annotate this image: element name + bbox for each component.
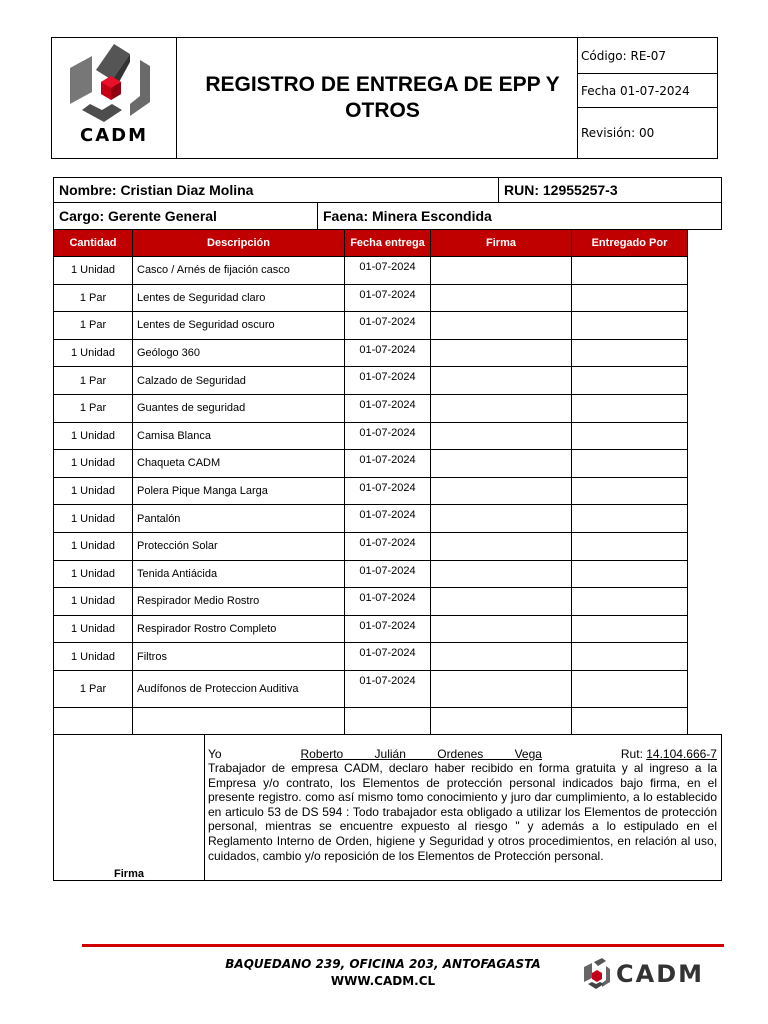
cell-fecha: 01-07-2024	[345, 367, 431, 395]
cell-cantidad: 1 Par	[54, 284, 133, 312]
declaration-text	[204, 747, 719, 863]
cell-firma[interactable]	[431, 477, 572, 505]
cell-firma[interactable]	[431, 643, 572, 671]
cell-descripcion[interactable]	[133, 707, 345, 734]
document-revision: Revisión: 00	[581, 126, 655, 140]
cell-entregado-por[interactable]	[572, 505, 688, 533]
table-row	[54, 643, 688, 671]
col-header-cantidad: Cantidad	[54, 230, 133, 257]
declaration-rut: 14.104.666-7	[646, 747, 717, 761]
footer-logo	[580, 958, 730, 992]
cell-descripcion: Camisa Blanca	[133, 422, 345, 450]
cell-cantidad: 1 Unidad	[54, 477, 133, 505]
declaration-rut-label: Rut:	[620, 747, 643, 761]
cell-cantidad: 1 Unidad	[54, 257, 133, 285]
table-row	[54, 284, 688, 312]
cell-firma[interactable]	[431, 422, 572, 450]
cell-descripcion: Lentes de Seguridad oscuro	[133, 312, 345, 340]
cell-descripcion: Geólogo 360	[133, 339, 345, 367]
cell-descripcion: Chaqueta CADM	[133, 450, 345, 478]
cell-cantidad: 1 Unidad	[54, 615, 133, 643]
cell-fecha: 01-07-2024	[345, 643, 431, 671]
cell-firma[interactable]	[431, 615, 572, 643]
declaration-worker-name: Roberto Julián Ordenes Vega	[300, 747, 542, 761]
table-row	[54, 257, 688, 285]
cell-firma[interactable]	[431, 257, 572, 285]
declaration-block	[53, 734, 722, 881]
cell-entregado-por[interactable]	[572, 670, 688, 707]
cell-fecha: 01-07-2024	[345, 422, 431, 450]
cell-fecha: 01-07-2024	[345, 505, 431, 533]
cell-cantidad: 1 Unidad	[54, 532, 133, 560]
cell-firma[interactable]	[431, 670, 572, 707]
cell-cantidad: 1 Par	[54, 367, 133, 395]
cell-fecha: 01-07-2024	[345, 477, 431, 505]
footer-website: WWW.CADM.CL	[330, 974, 436, 988]
cell-descripcion: Guantes de seguridad	[133, 394, 345, 422]
cell-cantidad: 1 Unidad	[54, 588, 133, 616]
cell-firma[interactable]	[431, 394, 572, 422]
table-header-row	[54, 230, 688, 257]
cell-firma[interactable]	[431, 505, 572, 533]
person-row-2	[53, 202, 722, 230]
table-row	[54, 560, 688, 588]
cell-entregado-por[interactable]	[572, 532, 688, 560]
cell-cantidad: 1 Par	[54, 394, 133, 422]
cell-fecha[interactable]	[345, 707, 431, 734]
epp-table	[53, 229, 688, 735]
signature-cell[interactable]	[54, 735, 205, 880]
footer-divider	[82, 944, 724, 947]
logo-cell	[52, 38, 177, 158]
cell-cantidad: 1 Unidad	[54, 339, 133, 367]
table-row	[54, 339, 688, 367]
cell-firma[interactable]	[431, 532, 572, 560]
cell-firma[interactable]	[431, 450, 572, 478]
cell-descripcion: Filtros	[133, 643, 345, 671]
worker-name: Nombre: Cristian Diaz Molina	[54, 178, 499, 202]
cell-fecha: 01-07-2024	[345, 588, 431, 616]
cell-fecha: 01-07-2024	[345, 615, 431, 643]
table-row	[54, 505, 688, 533]
cell-fecha: 01-07-2024	[345, 532, 431, 560]
declaration-body: Trabajador de empresa CADM, declaro haber recibido en forma gratuita y al ingreso a la Empresa y/o contrato, los Elementos de protección personal indicados bajo firma, en el presente registro. como así mismo tomo conocimiento y juro dar cumplimiento, a lo establecido en articulo 53 de DS 594 : Todo trabajador esta obligado a utilizar los Elementos de protección personal, mientras se encuentre expuesto al riesgo " y además a lo estipulado en el Reglamento Interno de Orden, higiene y Seguridad y otros procedimientos, en relación al uso, cuidados, cambio y/o reposición de los Elementos de Protección personal.	[208, 761, 717, 863]
cell-entregado-por[interactable]	[572, 312, 688, 340]
cell-entregado-por[interactable]	[572, 257, 688, 285]
table-row	[54, 450, 688, 478]
cell-cantidad: 1 Unidad	[54, 505, 133, 533]
cell-entregado-por[interactable]	[572, 367, 688, 395]
cell-fecha: 01-07-2024	[345, 670, 431, 707]
worker-cargo: Cargo: Gerente General	[54, 203, 318, 229]
table-row	[54, 477, 688, 505]
footer-logo-text: CADM	[616, 960, 704, 988]
cell-entregado-por[interactable]	[572, 394, 688, 422]
cell-cantidad: 1 Unidad	[54, 450, 133, 478]
cell-descripcion: Calzado de Seguridad	[133, 367, 345, 395]
table-row	[54, 532, 688, 560]
cell-entregado-por[interactable]	[572, 615, 688, 643]
cell-entregado-por[interactable]	[572, 422, 688, 450]
table-row	[54, 394, 688, 422]
cell-entregado-por[interactable]	[572, 284, 688, 312]
cell-firma[interactable]	[431, 560, 572, 588]
document-code: Código: RE-07	[578, 38, 718, 74]
document-meta	[577, 38, 718, 158]
col-header-fecha: Fecha entrega	[345, 230, 431, 257]
cell-entregado-por[interactable]	[572, 707, 688, 734]
cell-descripcion: Tenida Antiácida	[133, 560, 345, 588]
table-row	[54, 367, 688, 395]
table-row	[54, 422, 688, 450]
cell-fecha: 01-07-2024	[345, 394, 431, 422]
worker-run: RUN: 12955257-3	[504, 182, 618, 198]
cell-firma[interactable]	[431, 367, 572, 395]
cell-entregado-por[interactable]	[572, 339, 688, 367]
cell-cantidad: 1 Unidad	[54, 643, 133, 671]
cell-entregado-por[interactable]	[572, 477, 688, 505]
cell-descripcion: Respirador Rostro Completo	[133, 615, 345, 643]
table-row	[54, 615, 688, 643]
cell-cantidad: 1 Par	[54, 312, 133, 340]
cell-entregado-por[interactable]	[572, 588, 688, 616]
cell-fecha: 01-07-2024	[345, 339, 431, 367]
cell-firma[interactable]	[431, 707, 572, 734]
cell-fecha: 01-07-2024	[345, 312, 431, 340]
table-row	[54, 670, 688, 707]
declaration-yo: Yo	[208, 747, 222, 761]
footer-cadm-logo-icon	[580, 958, 614, 992]
document-title: REGISTRO DE ENTREGA DE EPP Y OTROS	[205, 73, 560, 122]
cadm-logo-icon	[52, 40, 176, 130]
cell-fecha: 01-07-2024	[345, 257, 431, 285]
cell-cantidad: 1 Par	[54, 670, 133, 707]
cell-fecha: 01-07-2024	[345, 284, 431, 312]
cell-firma[interactable]	[431, 588, 572, 616]
document-header	[51, 37, 718, 159]
footer-address: BAQUEDANO 239, OFICINA 203, ANTOFAGASTA	[225, 957, 541, 971]
cell-descripcion: Polera Pique Manga Larga	[133, 477, 345, 505]
cell-descripcion: Audífonos de Proteccion Auditiva	[133, 670, 345, 707]
cell-fecha: 01-07-2024	[345, 450, 431, 478]
logo-text: CADM	[80, 125, 148, 146]
cell-descripcion: Casco / Arnés de fijación casco	[133, 257, 345, 285]
cell-firma[interactable]	[431, 284, 572, 312]
table-row	[54, 312, 688, 340]
cell-entregado-por[interactable]	[572, 643, 688, 671]
col-header-descripcion: Descripción	[133, 230, 345, 257]
declaration-first-line	[208, 747, 717, 761]
cell-cantidad: 1 Unidad	[54, 560, 133, 588]
document-date: Fecha 01-07-2024	[578, 74, 718, 108]
cell-descripcion: Protección Solar	[133, 532, 345, 560]
person-row-1	[53, 177, 722, 203]
table-row-empty	[54, 707, 688, 734]
col-header-firma: Firma	[431, 230, 572, 257]
worker-faena: Faena: Minera Escondida	[323, 208, 492, 224]
cell-descripcion: Respirador Medio Rostro	[133, 588, 345, 616]
cell-entregado-por[interactable]	[572, 450, 688, 478]
cell-firma[interactable]	[431, 312, 572, 340]
col-header-entregado-por: Entregado Por	[572, 230, 688, 257]
cell-firma[interactable]	[431, 339, 572, 367]
cell-descripcion: Lentes de Seguridad claro	[133, 284, 345, 312]
cell-cantidad: 1 Unidad	[54, 422, 133, 450]
cell-fecha: 01-07-2024	[345, 560, 431, 588]
cell-cantidad[interactable]	[54, 707, 133, 734]
signature-label: Firma	[114, 868, 144, 880]
cell-entregado-por[interactable]	[572, 560, 688, 588]
cell-descripcion: Pantalón	[133, 505, 345, 533]
table-row	[54, 588, 688, 616]
